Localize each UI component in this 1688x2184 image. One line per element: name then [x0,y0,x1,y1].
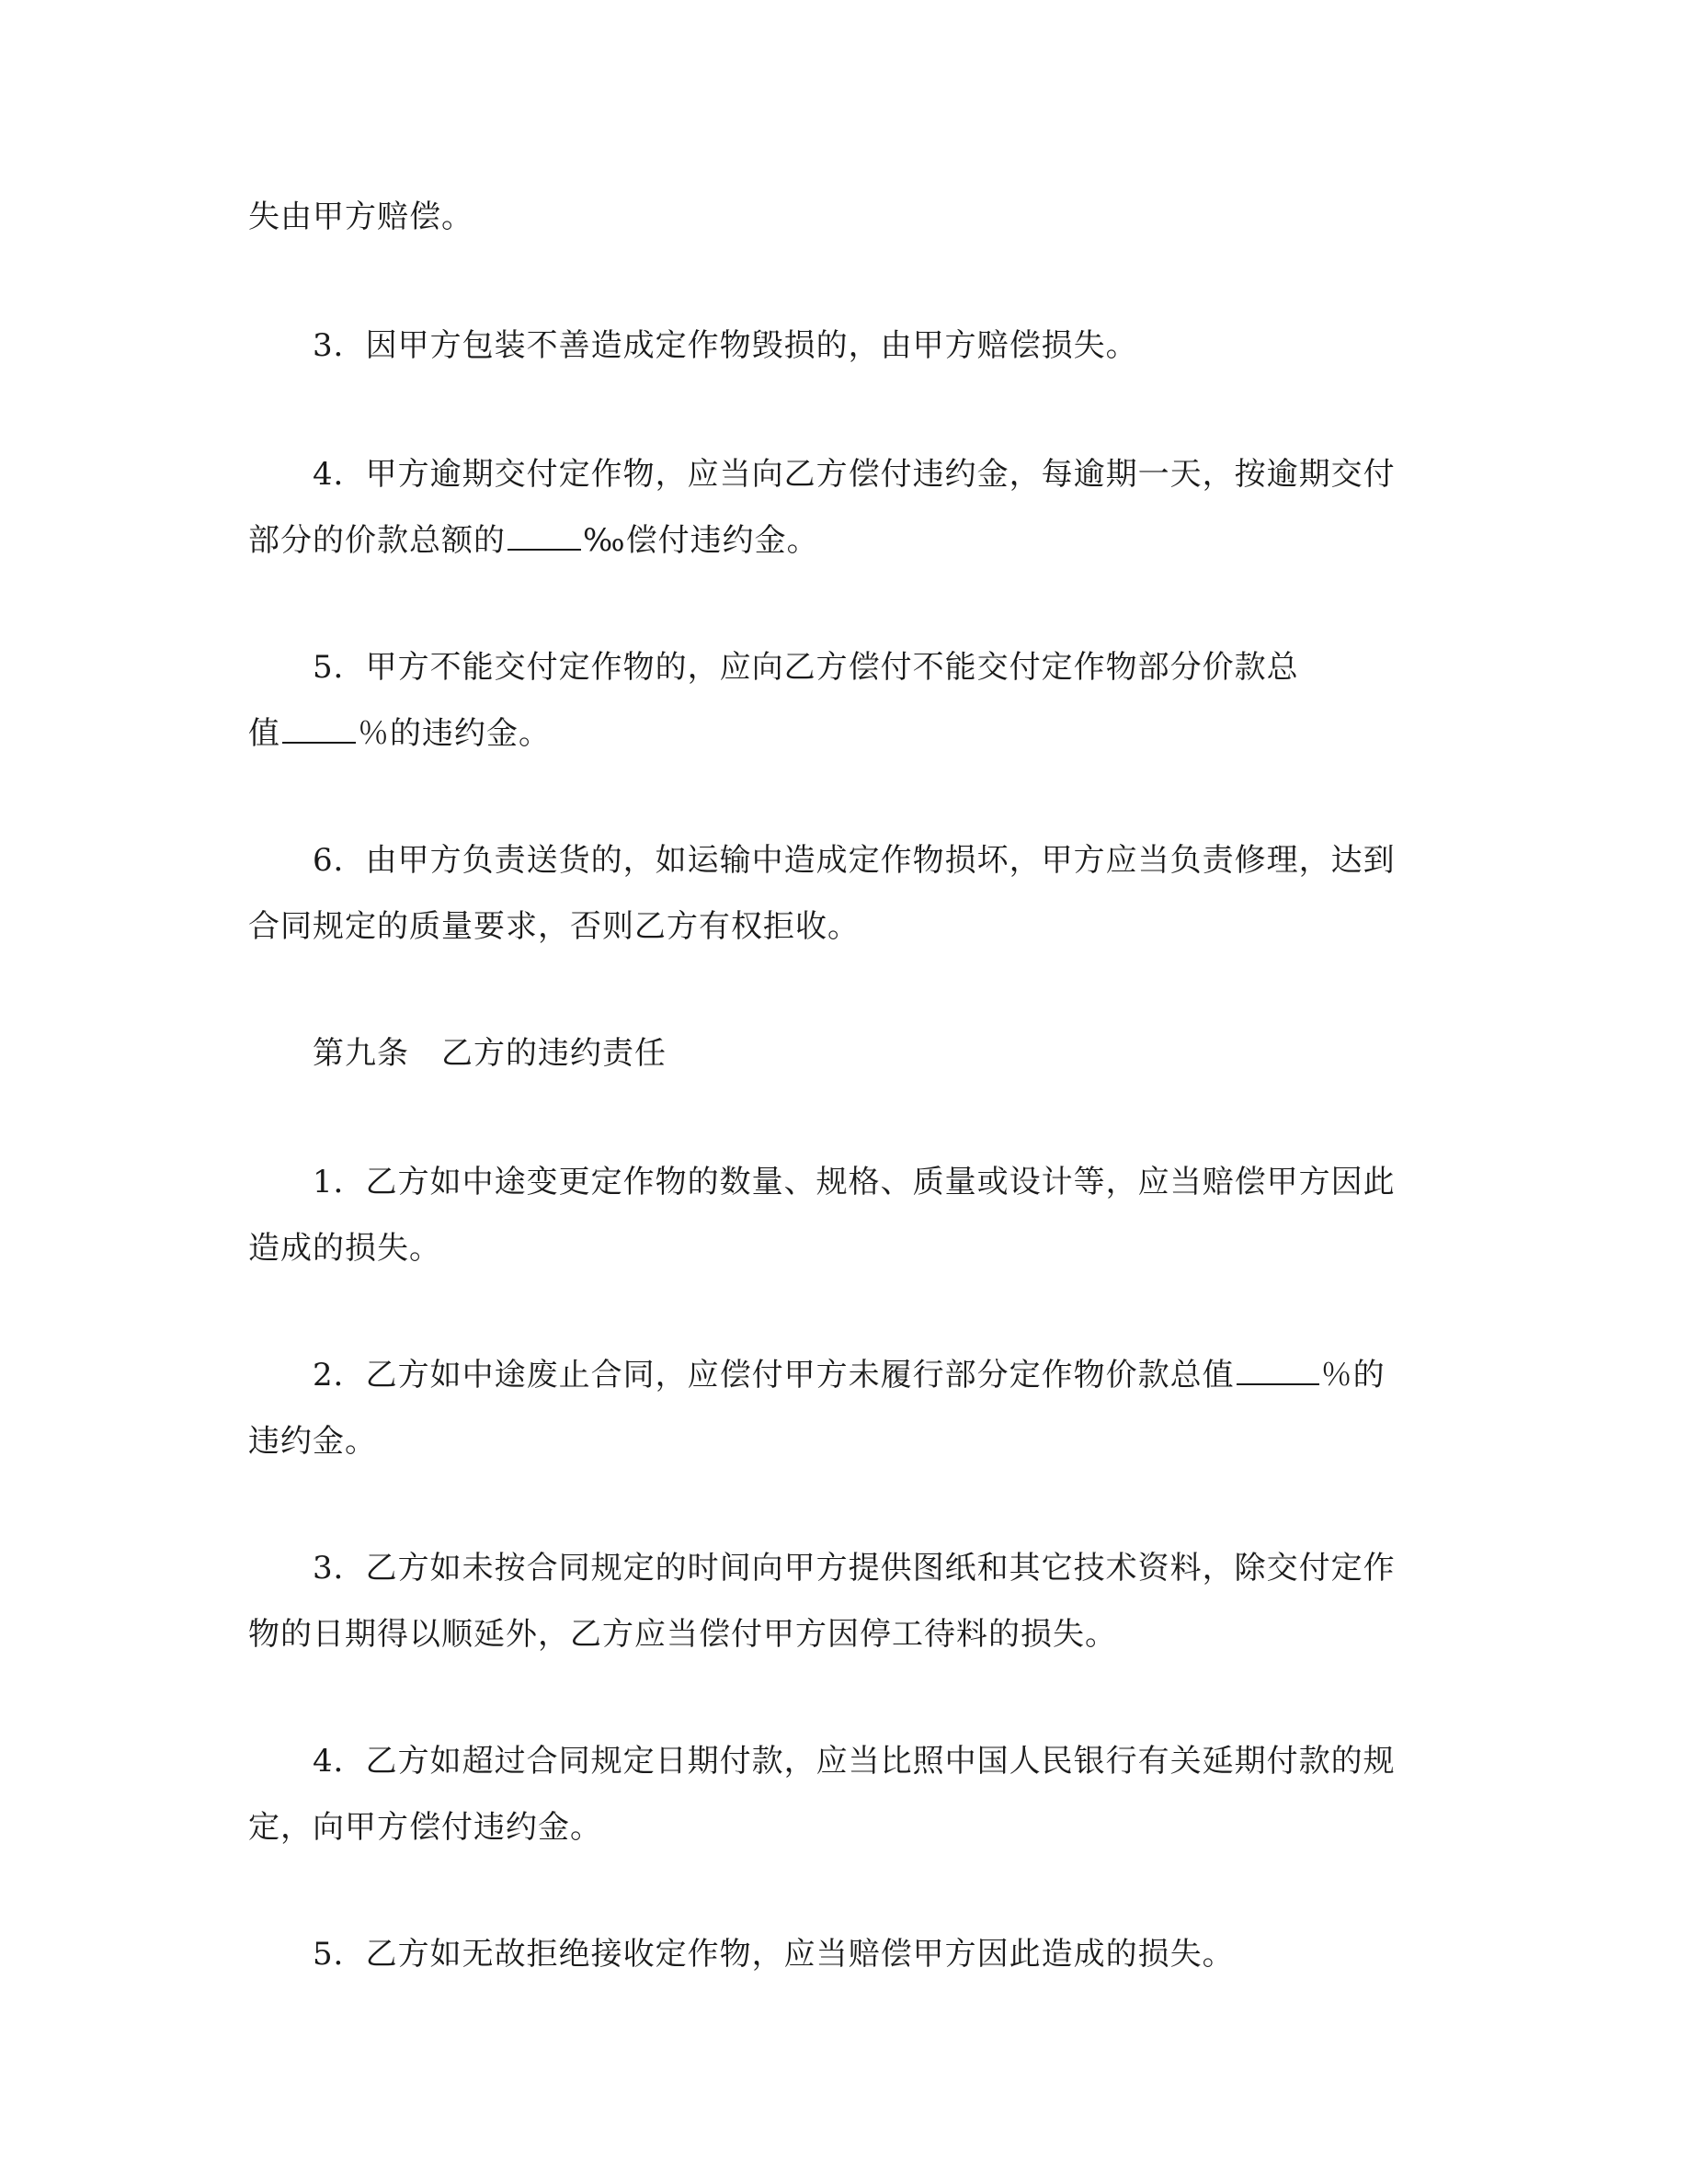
clause-9-item-5 [248,1921,1443,1987]
text-line-with-blank [248,700,1443,767]
fill-in-blank[interactable] [282,714,356,744]
fill-in-blank[interactable] [1237,1356,1319,1385]
clause-8-item-5 [248,634,1443,767]
section-heading: 第九条 乙方的违约责任 [313,1035,667,1072]
text-line: 5．乙方如无故拒绝接收定作物，应当赔偿甲方因此造成的损失。 [313,1936,1235,1973]
text-segment: ‰偿付违约金。 [583,522,819,559]
clause-9-item-3 [248,1535,1443,1667]
clause-8-item-3 [248,313,1443,379]
text-segment: ％的 [1320,1357,1386,1393]
clause-9-item-2 [248,1342,1443,1474]
text-line: 6．由甲方负责送货的，如运输中造成定作物损坏，甲方应当负责修理，达到 [313,842,1396,879]
text-line: 3．乙方如未按合同规定的时间向甲方提供图纸和其它技术资料，除交付定作 [313,1550,1396,1587]
text-line: 物的日期得以顺延外，乙方应当偿付甲方因停工待料的损失。 [248,1616,1117,1653]
text-segment: 2．乙方如中途废止合同，应偿付甲方未履行部分定作物价款总值 [313,1357,1235,1393]
clause-9-item-1 [248,1149,1443,1281]
clause-9-heading [248,1020,1443,1086]
text-line: 造成的损失。 [248,1230,441,1267]
text-segment: ％的违约金。 [358,715,551,752]
text-line: 1．乙方如中途变更定作物的数量、规格、质量或设计等，应当赔偿甲方因此 [313,1164,1396,1200]
clause-8-item-6 [248,827,1443,960]
text-line: 5．甲方不能交付定作物的，应向乙方偿付不能交付定作物部分价款总 [313,649,1299,686]
paragraph-continuation [248,184,1443,250]
text-line: 违约金。 [248,1423,377,1460]
text-line: 4．甲方逾期交付定作物，应当向乙方偿付违约金，每逾期一天，按逾期交付 [313,456,1396,493]
clause-9-item-4 [248,1728,1443,1860]
text-line: 3．因甲方包装不善造成定作物毁损的，由甲方赔偿损失。 [313,327,1138,364]
clause-8-item-4 [248,441,1443,574]
text-line: 失由甲方赔偿。 [248,199,473,235]
text-line: 4．乙方如超过合同规定日期付款，应当比照中国人民银行有关延期付款的规 [313,1743,1396,1780]
text-line: 定，向甲方偿付违约金。 [248,1809,602,1846]
text-line-with-blank [248,507,1443,574]
fill-in-blank[interactable] [508,521,581,551]
text-line-with-blank [248,1342,1443,1408]
text-line: 合同规定的质量要求，否则乙方有权拒收。 [248,908,860,945]
text-segment: 值 [248,715,280,752]
text-segment: 部分的价款总额的 [248,522,506,559]
